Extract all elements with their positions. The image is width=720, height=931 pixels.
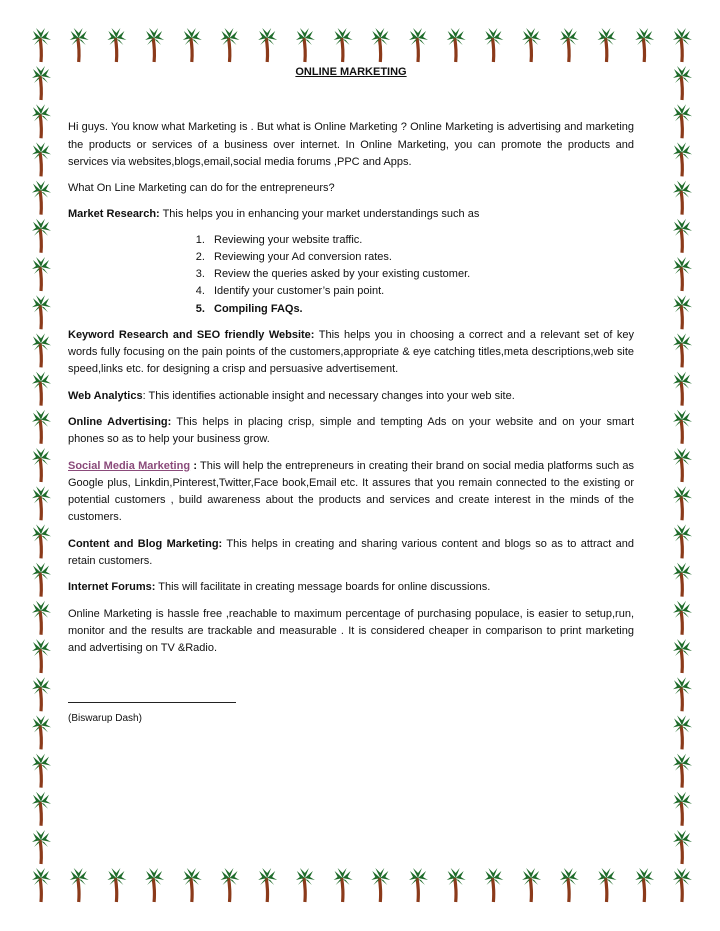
palm-tree-icon: [673, 677, 692, 711]
palm-tree-icon: [32, 715, 51, 749]
palm-tree-icon: [32, 219, 51, 253]
palm-tree-icon: [32, 372, 51, 406]
palm-tree-icon: [296, 868, 315, 902]
palm-tree-icon: [32, 563, 51, 597]
palm-tree-icon: [673, 28, 692, 62]
palm-tree-icon: [409, 28, 428, 62]
document-body: [68, 64, 634, 727]
palm-tree-icon: [673, 448, 692, 482]
market-research-list: [186, 232, 634, 318]
palm-tree-icon: [522, 868, 541, 902]
content-blog-text: This helps in creating and sharing various content and blogs so as to attract and retain customers.: [68, 537, 635, 568]
social-media-separator: :: [190, 459, 197, 472]
palm-tree-icon: [32, 448, 51, 482]
palm-tree-icon: [145, 28, 164, 62]
keyword-text: This helps you in choosing a correct and a relevant set of key words fully focusing on the pain points of the customers,appropriate & eye catching titles,meta descriptions,web site speed,links etc. for designing a crisp and persuasive advertisement.: [68, 328, 635, 376]
intro-paragraph: Hi guys. You know what Marketing is . But what is Online Marketing ? Online Marketing is advertising and marketing the products or services of a business over internet. In Online Marketing, you can promote the products and services via websites,blogs,email,social media forums ,PPC and Apps.: [68, 121, 634, 168]
market-research-label: Market Research:: [68, 208, 160, 221]
palm-tree-icon: [32, 333, 51, 367]
question-line: What On Line Marketing can do for the entrepreneurs?: [68, 182, 335, 195]
palm-tree-icon: [447, 28, 466, 62]
palm-tree-icon: [673, 639, 692, 673]
palm-tree-icon: [409, 868, 428, 902]
palm-tree-icon: [598, 28, 617, 62]
palm-tree-icon: [673, 792, 692, 826]
palm-tree-icon: [673, 257, 692, 291]
palm-tree-icon: [484, 28, 503, 62]
list-item: 3. Review the queries asked by your existing customer.: [208, 266, 634, 283]
market-research-text: This helps you in enhancing your market understandings such as: [159, 208, 480, 221]
palm-tree-icon: [32, 677, 51, 711]
palm-tree-icon: [32, 486, 51, 520]
content-blog-paragraph: [68, 536, 634, 571]
palm-tree-icon: [635, 868, 654, 902]
palm-tree-icon: [32, 830, 51, 864]
palm-tree-icon: [32, 601, 51, 635]
palm-tree-icon: [673, 563, 692, 597]
keyword-paragraph: [68, 327, 634, 379]
palm-tree-icon: [673, 104, 692, 138]
palm-tree-icon: [32, 104, 51, 138]
conclusion-paragraph: Online Marketing is hassle free ,reachable to maximum percentage of purchasing populace, is easier to setup,run, monitor and the results are trackable and measurable . It is considered cheaper in comparison to print marketing and advertising on TV &Radio.: [68, 607, 634, 655]
palm-tree-icon: [673, 601, 692, 635]
palm-tree-icon: [522, 28, 541, 62]
palm-tree-icon: [371, 28, 390, 62]
palm-tree-icon: [107, 868, 126, 902]
palm-tree-icon: [673, 830, 692, 864]
market-research-paragraph: [68, 206, 634, 223]
palm-tree-icon: [145, 868, 164, 902]
palm-tree-icon: [673, 715, 692, 749]
online-advertising-label: Online Advertising:: [68, 415, 172, 428]
palm-tree-icon: [673, 524, 692, 558]
palm-tree-icon: [673, 142, 692, 176]
content-blog-label: Content and Blog Marketing:: [68, 537, 223, 550]
palm-tree-icon: [32, 295, 51, 329]
web-analytics-paragraph: [68, 388, 634, 405]
palm-tree-icon: [107, 28, 126, 62]
signature-line: [68, 702, 236, 703]
palm-tree-icon: [673, 333, 692, 367]
palm-tree-icon: [673, 486, 692, 520]
web-analytics-label: Web Analytics: [68, 389, 143, 402]
social-media-paragraph: [68, 458, 634, 527]
online-advertising-text: This helps in placing crisp, simple and tempting Ads on your website and on your smart phones so as to help your business grow.: [68, 415, 635, 446]
signature: (Biswarup Dash): [68, 712, 142, 724]
palm-tree-icon: [371, 868, 390, 902]
web-analytics-text: : This identifies actionable insight and necessary changes into your web site.: [142, 389, 515, 402]
palm-tree-icon: [32, 142, 51, 176]
online-advertising-paragraph: [68, 414, 634, 449]
social-media-text: This will help the entrepreneurs in creating their brand on social media platforms such as Google plus, Linkdin,Pinterest,Twitter,Face book,Email etc. It assures that you remain connected to the existing or potential customers , build awareness about the products and services and create interest in the minds of the customers.: [68, 459, 634, 524]
palm-tree-icon: [673, 868, 692, 902]
social-media-link[interactable]: Social Media Marketing: [68, 459, 191, 472]
palm-tree-icon: [673, 410, 692, 444]
internet-forums-text: This will facilitate in creating message boards for online discussions.: [155, 581, 491, 594]
list-item: 2. Reviewing your Ad conversion rates.: [208, 249, 634, 266]
internet-forums-paragraph: [68, 579, 634, 596]
palm-tree-icon: [32, 639, 51, 673]
palm-tree-icon: [183, 28, 202, 62]
palm-tree-icon: [673, 181, 692, 215]
palm-tree-icon: [673, 754, 692, 788]
palm-tree-icon: [32, 66, 51, 100]
palm-tree-icon: [635, 28, 654, 62]
internet-forums-label: Internet Forums:: [68, 581, 156, 594]
palm-tree-icon: [447, 868, 466, 902]
list-item: 1. Reviewing your website traffic.: [208, 232, 634, 249]
palm-tree-icon: [560, 28, 579, 62]
list-item: 5. Compiling FAQs.: [208, 301, 634, 318]
palm-tree-icon: [258, 28, 277, 62]
page-title: ONLINE MARKETING: [295, 66, 407, 78]
palm-tree-icon: [296, 28, 315, 62]
palm-tree-icon: [673, 295, 692, 329]
keyword-label: Keyword Research and SEO friendly Website:: [68, 328, 315, 341]
palm-tree-icon: [221, 868, 240, 902]
palm-tree-icon: [70, 28, 89, 62]
palm-tree-icon: [183, 868, 202, 902]
palm-tree-icon: [258, 868, 277, 902]
palm-tree-icon: [334, 28, 353, 62]
palm-tree-icon: [32, 868, 51, 902]
palm-tree-icon: [32, 754, 51, 788]
palm-tree-icon: [32, 410, 51, 444]
palm-tree-icon: [673, 219, 692, 253]
palm-tree-icon: [484, 868, 503, 902]
palm-tree-icon: [32, 181, 51, 215]
palm-tree-icon: [32, 28, 51, 62]
palm-tree-icon: [598, 868, 617, 902]
palm-tree-icon: [560, 868, 579, 902]
palm-tree-icon: [673, 66, 692, 100]
palm-tree-icon: [32, 524, 51, 558]
palm-tree-icon: [673, 372, 692, 406]
palm-tree-icon: [32, 257, 51, 291]
list-item: 4. Identify your customer’s pain point.: [208, 283, 634, 300]
palm-tree-icon: [70, 868, 89, 902]
palm-tree-icon: [221, 28, 240, 62]
palm-tree-icon: [334, 868, 353, 902]
palm-tree-icon: [32, 792, 51, 826]
